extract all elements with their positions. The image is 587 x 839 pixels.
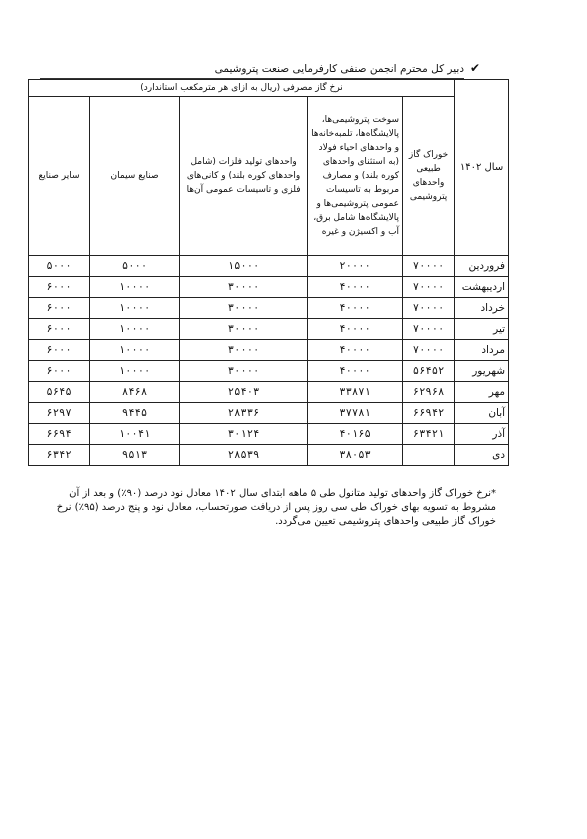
other-cell: ۶۰۰۰ bbox=[29, 298, 90, 319]
other-cell: ۵۰۰۰ bbox=[29, 256, 90, 277]
feedstock-cell: ۷۰۰۰۰ bbox=[403, 319, 455, 340]
fuel-cell: ۳۳۸۷۱ bbox=[308, 382, 403, 403]
footnote: *نرخ خوراک گاز واحدهای تولید متانول طی ۵ ماهه ابتدای سال ۱۴۰۲ معادل نود درصد (۹۰٪) و بعد از آن مشروط به تسویه بهای خوراک طی سی روز پس از دریافت صورتحساب، معادل نود و پنج درصد (۹۵٪) نرخ خوراک گاز طبیعی واحدهای پتروشیمی تعیین می‌گردد. bbox=[56, 488, 496, 527]
cement-cell: ۹۴۴۵ bbox=[90, 403, 180, 424]
cement-cell: ۱۰۰۰۰ bbox=[90, 319, 180, 340]
cement-cell: ۸۴۶۸ bbox=[90, 382, 180, 403]
fuel-cell: ۴۰۰۰۰ bbox=[308, 361, 403, 382]
table-row bbox=[29, 256, 509, 277]
fuel-cell: ۴۰۰۰۰ bbox=[308, 319, 403, 340]
metals-cell: ۳۰۰۰۰ bbox=[180, 319, 308, 340]
other-cell: ۶۲۹۷ bbox=[29, 403, 90, 424]
table-row bbox=[29, 277, 509, 298]
month-cell: آبان bbox=[455, 403, 509, 424]
column-header-feedstock: خوراک گاز طبیعی واحدهای پتروشیمی bbox=[403, 97, 455, 256]
check-mark-icon: ✔ bbox=[469, 61, 480, 75]
metals-cell: ۳۰۰۰۰ bbox=[180, 361, 308, 382]
feedstock-cell bbox=[403, 445, 455, 466]
feedstock-cell: ۷۰۰۰۰ bbox=[403, 277, 455, 298]
feedstock-cell: ۷۰۰۰۰ bbox=[403, 298, 455, 319]
table-row bbox=[29, 445, 509, 466]
table-row bbox=[29, 319, 509, 340]
year-header: سال ۱۴۰۲ bbox=[455, 80, 509, 256]
fuel-cell: ۴۰۰۰۰ bbox=[308, 277, 403, 298]
feedstock-cell: ۶۳۴۲۱ bbox=[403, 424, 455, 445]
other-cell: ۶۰۰۰ bbox=[29, 361, 90, 382]
metals-cell: ۳۰۰۰۰ bbox=[180, 298, 308, 319]
month-cell: خرداد bbox=[455, 298, 509, 319]
rate-group-header: نرخ گاز مصرفی (ریال به ازای هر مترمکعب استاندارد) bbox=[29, 80, 455, 97]
month-cell: دی bbox=[455, 445, 509, 466]
fuel-cell: ۲۰۰۰۰ bbox=[308, 256, 403, 277]
other-cell: ۶۰۰۰ bbox=[29, 277, 90, 298]
month-cell: آذر bbox=[455, 424, 509, 445]
feedstock-cell: ۷۰۰۰۰ bbox=[403, 256, 455, 277]
metals-cell: ۱۵۰۰۰ bbox=[180, 256, 308, 277]
month-cell: اردیبهشت bbox=[455, 277, 509, 298]
fuel-cell: ۳۸۰۵۳ bbox=[308, 445, 403, 466]
month-cell: شهریور bbox=[455, 361, 509, 382]
fuel-cell: ۴۰۰۰۰ bbox=[308, 340, 403, 361]
gas-rate-table bbox=[28, 79, 509, 466]
table-row bbox=[29, 340, 509, 361]
metals-cell: ۳۰۰۰۰ bbox=[180, 340, 308, 361]
fuel-cell: ۴۰۱۶۵ bbox=[308, 424, 403, 445]
letter-header bbox=[40, 61, 480, 81]
month-cell: فروردین bbox=[455, 256, 509, 277]
fuel-cell: ۴۰۰۰۰ bbox=[308, 298, 403, 319]
feedstock-cell: ۷۰۰۰۰ bbox=[403, 340, 455, 361]
cement-cell: ۱۰۰۰۰ bbox=[90, 340, 180, 361]
column-header-other: سایر صنایع bbox=[29, 97, 90, 256]
table-row bbox=[29, 382, 509, 403]
month-cell: تیر bbox=[455, 319, 509, 340]
cement-cell: ۵۰۰۰ bbox=[90, 256, 180, 277]
fuel-cell: ۳۷۷۸۱ bbox=[308, 403, 403, 424]
month-cell: مهر bbox=[455, 382, 509, 403]
other-cell: ۶۰۰۰ bbox=[29, 340, 90, 361]
month-cell: مرداد bbox=[455, 340, 509, 361]
feedstock-cell: ۵۶۴۵۲ bbox=[403, 361, 455, 382]
recipient-title: دبیر کل محترم انجمن صنفی کارفرمایی صنعت پتروشیمی bbox=[214, 63, 464, 75]
metals-cell: ۳۰۱۲۴ bbox=[180, 424, 308, 445]
cement-cell: ۱۰۰۰۰ bbox=[90, 277, 180, 298]
feedstock-cell: ۶۲۹۶۸ bbox=[403, 382, 455, 403]
cement-cell: ۹۵۱۳ bbox=[90, 445, 180, 466]
column-header-cement: صنایع سیمان bbox=[90, 97, 180, 256]
table-row bbox=[29, 424, 509, 445]
table-body bbox=[29, 256, 509, 466]
other-cell: ۶۳۴۲ bbox=[29, 445, 90, 466]
column-header-fuel: سوخت پتروشیمی‌ها، پالایشگاه‌ها، تلمبه‌خانه‌ها و واحدهای احیاء فولاد (به استثنای واحدهای کوره بلند) و مصارف مربوط به تاسیسات عمومی پتروشیمی‌ها و پالایشگاه‌ها شامل برق، آب و اکسیژن و غیره bbox=[308, 97, 403, 256]
metals-cell: ۳۰۰۰۰ bbox=[180, 277, 308, 298]
table-row bbox=[29, 298, 509, 319]
metals-cell: ۲۵۴۰۳ bbox=[180, 382, 308, 403]
table-row bbox=[29, 361, 509, 382]
metals-cell: ۲۸۳۳۶ bbox=[180, 403, 308, 424]
cement-cell: ۱۰۰۰۰ bbox=[90, 361, 180, 382]
other-cell: ۶۰۰۰ bbox=[29, 319, 90, 340]
metals-cell: ۲۸۵۳۹ bbox=[180, 445, 308, 466]
feedstock-cell: ۶۶۹۴۲ bbox=[403, 403, 455, 424]
other-cell: ۵۶۴۵ bbox=[29, 382, 90, 403]
cement-cell: ۱۰۰۰۰ bbox=[90, 298, 180, 319]
column-header-metals: واحدهای تولید فلزات (شامل واحدهای کوره بلند) و کانی‌های فلزی و تاسیسات عمومی آن‌ها bbox=[180, 97, 308, 256]
cement-cell: ۱۰۰۴۱ bbox=[90, 424, 180, 445]
other-cell: ۶۶۹۴ bbox=[29, 424, 90, 445]
table-row bbox=[29, 403, 509, 424]
